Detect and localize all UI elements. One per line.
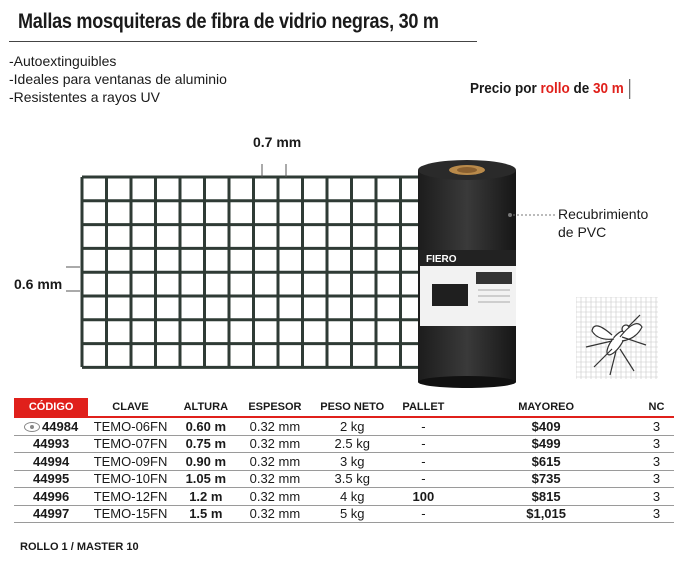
title-text: Mallas mosquiteras de fibra de vidrio [18,10,332,33]
table-row [14,488,674,506]
packaging-note: ROLLO 1 / MASTER 10 [20,541,139,553]
table-row [14,505,674,523]
column-header: MAYOREO [453,398,639,417]
espesor-cell: 0.32 mm [239,470,311,488]
pvc-callout [558,205,648,241]
column-header: CÓDIGO [14,398,88,417]
altura-cell: 0.90 m [173,453,239,471]
table-row [14,470,674,488]
callout-line: de PVC [558,224,607,240]
nc-cell: 3 [639,505,674,523]
altura-cell: 1.05 m [173,470,239,488]
roll-brand: FIERO [426,254,457,265]
feature-item: -Resistentes a rayos UV [9,89,160,105]
title-divider [9,41,477,42]
column-header: PESO NETO [311,398,394,417]
espesor-cell: 0.32 mm [239,435,311,453]
feature-item: -Autoextinguibles [9,53,117,69]
nc-cell: 3 [639,453,674,471]
title-bold: negras [331,10,390,33]
altura-cell: 1.2 m [173,488,239,506]
mayoreo-cell: $409 [453,417,639,435]
mesh-illustration [0,155,420,395]
title-tail: , 30 m [389,10,439,33]
espesor-cell: 0.32 mm [239,505,311,523]
callout-line: Recubrimiento [558,206,649,222]
column-header: PALLET [394,398,454,417]
page-title [18,10,439,34]
peso-cell: 2.5 kg [311,435,394,453]
pallet-cell: - [394,453,454,471]
feature-list [9,52,227,106]
clave-cell: TEMO-07FN [88,435,173,453]
column-header: NC [639,398,674,417]
price-pre: Precio por [470,79,541,97]
table-row [14,435,674,453]
mayoreo-cell: $735 [453,470,639,488]
mayoreo-cell: $499 [453,435,639,453]
nc-cell: 3 [639,435,674,453]
code-cell: 44997 [14,505,88,523]
mayoreo-cell: $615 [453,453,639,471]
peso-cell: 2 kg [311,417,394,435]
peso-cell: 5 kg [311,505,394,523]
nc-cell: 3 [639,488,674,506]
clave-cell: TEMO-12FN [88,488,173,506]
pallet-cell: 100 [394,488,454,506]
price-unit: rollo [540,79,570,97]
price-mid: de [569,79,594,97]
pallet-cell: - [394,470,454,488]
altura-cell: 0.75 m [173,435,239,453]
table-header-row [14,398,674,417]
product-table [14,398,674,523]
mesh-width-label: 0.7 mm [253,134,302,150]
pallet-cell: - [394,417,454,435]
code-value: 44984 [42,418,79,434]
nc-cell: 3 [639,417,674,435]
clave-cell: TEMO-06FN [88,417,173,435]
peso-cell: 3.5 kg [311,470,394,488]
peso-cell: 4 kg [311,488,394,506]
clave-cell: TEMO-15FN [88,505,173,523]
code-cell: 44996 [14,488,88,506]
pallet-cell: - [394,505,454,523]
peso-cell: 3 kg [311,453,394,471]
feature-item: -Ideales para ventanas de aluminio [9,71,227,87]
eye-icon[interactable] [24,422,40,432]
mayoreo-cell: $815 [453,488,639,506]
altura-cell: 0.60 m [173,417,239,435]
pallet-cell: - [394,435,454,453]
espesor-cell: 0.32 mm [239,417,311,435]
mayoreo-cell: $1,015 [453,505,639,523]
table-row [14,453,674,471]
price-bar [629,79,630,99]
code-cell: 44994 [14,453,88,471]
column-header: ESPESOR [239,398,311,417]
column-header: CLAVE [88,398,173,417]
mesh-height-label: 0.6 mm [14,276,63,292]
mosquito-icon [576,297,658,379]
altura-cell: 1.5 m [173,505,239,523]
clave-cell: TEMO-09FN [88,453,173,471]
espesor-cell: 0.32 mm [239,488,311,506]
callout-leader [507,210,559,220]
nc-cell: 3 [639,470,674,488]
code-cell [14,417,88,435]
espesor-cell: 0.32 mm [239,453,311,471]
mesh-roll-image [416,158,521,388]
code-cell: 44995 [14,470,88,488]
clave-cell: TEMO-10FN [88,470,173,488]
price-length: 30 m [593,79,624,97]
code-cell: 44993 [14,435,88,453]
column-header: ALTURA [173,398,239,417]
price-note [470,79,630,99]
table-row [14,417,674,435]
